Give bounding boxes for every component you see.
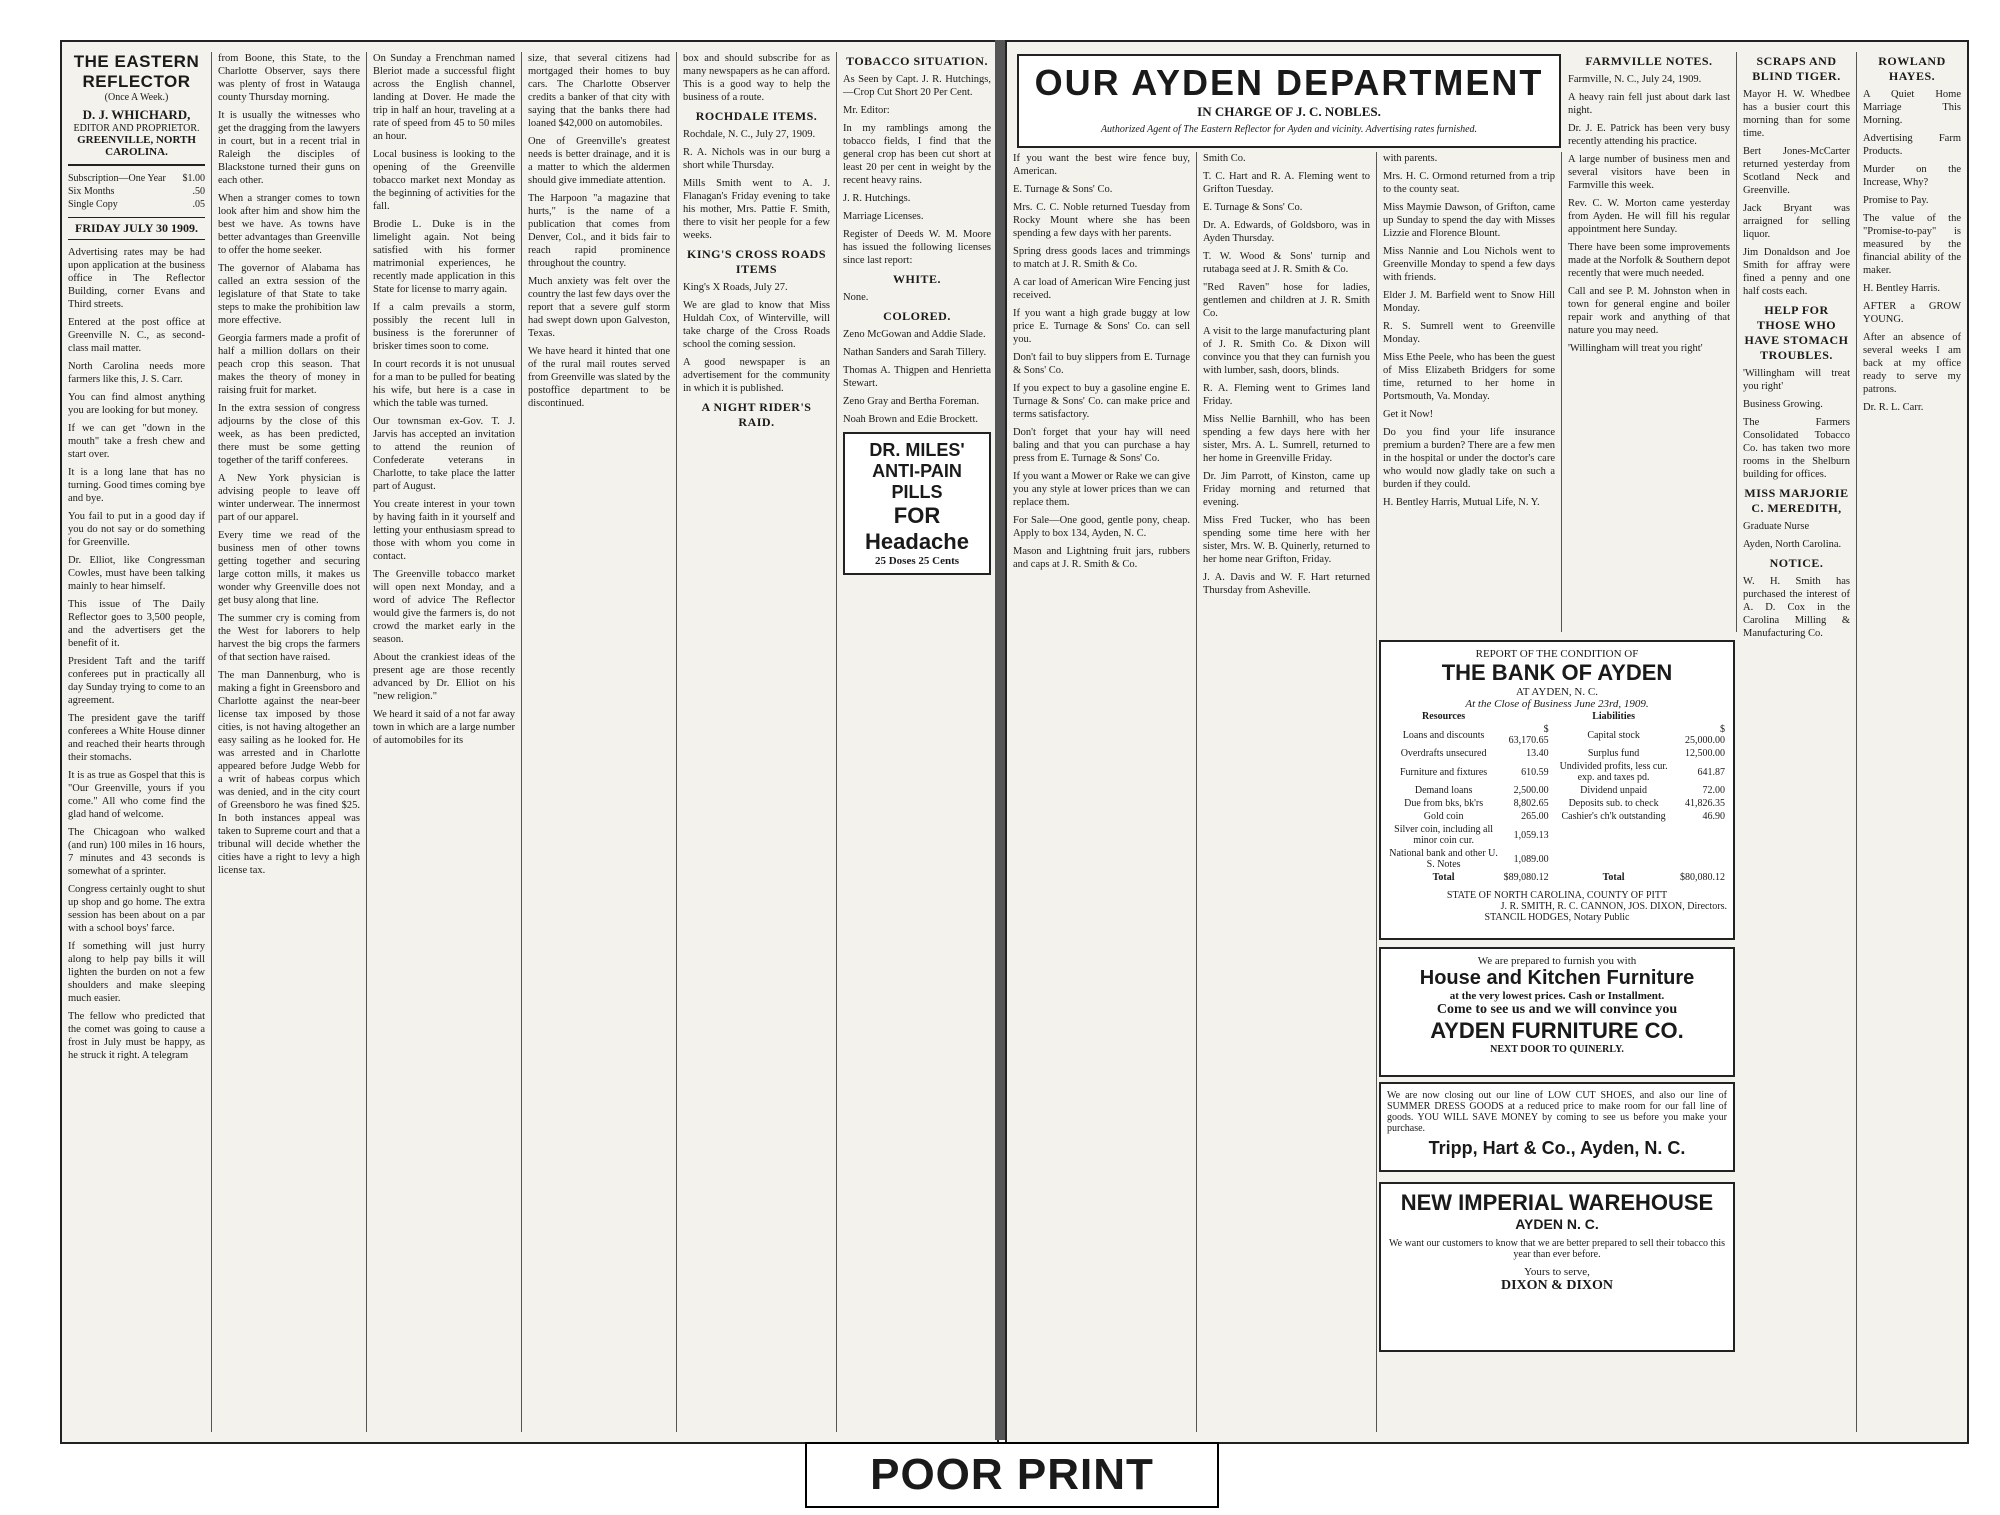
warehouse-ad-title: NEW IMPERIAL WAREHOUSE xyxy=(1400,1190,1714,1215)
column-2 xyxy=(212,52,367,1432)
article-paragraph: E. Turnage & Sons' Co. xyxy=(1203,202,1303,213)
ayden-column-2 xyxy=(1197,152,1377,1432)
left-newspaper-page xyxy=(60,40,999,1444)
department-title: OUR AYDEN DEPARTMENT xyxy=(1034,62,1544,103)
article-paragraph: Georgia farmers made a profit of half a million dollars on their peach crop this season. That makes the theory of money in raising fruit for market. xyxy=(218,333,360,396)
article-paragraph: R. A. Nichols was in our burg a short while Thursday. xyxy=(683,147,830,171)
bank-amount: 46.90 xyxy=(1702,811,1725,822)
bank-item: Furniture and fixtures xyxy=(1400,766,1488,778)
article-paragraph: H. Bentley Harris, Mutual Life, N. Y. xyxy=(1383,497,1540,508)
bank-place: AT AYDEN, N. C. xyxy=(1516,686,1598,698)
article-paragraph: T. C. Hart and R. A. Fleming went to Grifton Tuesday. xyxy=(1203,171,1370,195)
article-paragraph: A heavy rain fell just about dark last night. xyxy=(1568,92,1730,116)
article-paragraph: A large number of business men and several visitors have been in Farmville this week. xyxy=(1568,154,1730,191)
pill-ad-for: FOR Headache xyxy=(865,503,969,554)
liabilities-header: Liabilities xyxy=(1592,711,1635,722)
article-paragraph: We are glad to know that Miss Huldah Cox, of Winterville, will take charge of the Cross Roads school the coming session. xyxy=(683,300,830,350)
total-liabilities: $80,080.12 xyxy=(1680,872,1725,883)
article-paragraph: Promise to Pay. xyxy=(1863,195,1929,206)
article-paragraph: The Farmers Consolidated Tobacco Co. has taken two more rooms in the Shelburn building for offices. xyxy=(1743,417,1850,480)
bank-item: Undivided profits, less cur. exp. and taxes pd. xyxy=(1559,761,1668,783)
masthead xyxy=(68,52,205,166)
article-paragraph: T. W. Wood & Sons' turnip and rutabaga seed at J. R. Smith & Co. xyxy=(1203,251,1370,275)
article-paragraph: The governor of Alabama has called an extra session of the legislature of that State to take steps to make the prohibition law more effective. xyxy=(218,263,360,326)
article-paragraph: Bert Jones-McCarter returned yesterday from Scotland Neck and Greenville. xyxy=(1743,146,1850,196)
pill-ad-brand: DR. MILES' ANTI-PAIN PILLS xyxy=(869,440,965,502)
column-4 xyxy=(522,52,677,1432)
warehouse-ad-text: We want our customers to know that we are better prepared to sell their tobacco this year than ever before. xyxy=(1388,1238,1726,1260)
bank-date: At the Close of Business June 23rd, 1909. xyxy=(1465,698,1649,710)
column-text xyxy=(218,52,360,877)
rate-row: Single Copy .05 xyxy=(68,199,205,210)
bank-amount: 1,059.13 xyxy=(1513,829,1549,841)
article-paragraph: A good newspaper is an advertisement for the community in which it is published. xyxy=(683,357,830,394)
farmville-column xyxy=(1562,52,1737,632)
article-paragraph: On Sunday a Frenchman named Bleriot made a successful flight across the English channel, landing at Dover. He made the trip in half an hour, traveling at a rate of speed from 45 to 50 miles an hour. xyxy=(373,53,515,142)
furniture-ad-pre: We are prepared to furnish you with xyxy=(1477,955,1637,967)
subscription-rates xyxy=(68,172,205,211)
article-paragraph: Miss Nellie Barnhill, who has been spending a few days here with her sister, Mrs. A. L. Sumrell, returned to her home in Greenville Friday. xyxy=(1203,414,1370,464)
issue-dateline: FRIDAY JULY 30 1909. xyxy=(68,217,205,240)
masthead-role: EDITOR AND PROPRIETOR. xyxy=(73,123,200,134)
pill-ad-price: 25 Doses 25 Cents xyxy=(874,555,960,567)
bank-title: THE BANK OF AYDEN xyxy=(1441,660,1673,685)
bank-amount: $ 63,170.65 xyxy=(1508,724,1549,746)
article-paragraph: Miss Fred Tucker, who has been spending some time here with her sister, Mrs. W. B. Quinerly, returned to her home near Grifton, Friday. xyxy=(1203,515,1370,565)
bank-title-pre: REPORT OF THE CONDITION OF xyxy=(1475,648,1639,660)
article-paragraph: Much anxiety was felt over the country the last few days over the report that a severe gulf storm had swept down upon Galveston, Texas. xyxy=(528,276,670,339)
article-paragraph: North Carolina needs more farmers like this, J. S. Carr. xyxy=(68,361,205,385)
article-heading: KING'S CROSS ROADS ITEMS xyxy=(686,247,827,276)
article-paragraph: If you expect to buy a gasoline engine E. Turnage & Sons' Co. can make price and terms satisfactory. xyxy=(1013,383,1190,420)
bank-item: Loans and discounts xyxy=(1402,729,1485,741)
article-paragraph: Call and see P. M. Johnston when in town for general engine and boiler repair work and anything of that nature you may need. xyxy=(1568,286,1730,336)
bank-amount: 12,500.00 xyxy=(1685,748,1725,759)
bank-amount: 2,500.00 xyxy=(1513,785,1549,796)
article-paragraph: Our townsman ex-Gov. T. J. Jarvis has accepted an invitation to attend the reunion of Confederate veterans in Charlotte, to take place the latter part of August. xyxy=(373,416,515,492)
bank-amount: 8,802.65 xyxy=(1513,798,1549,809)
bank-item: Capital stock xyxy=(1587,729,1640,741)
column-6 xyxy=(837,52,997,1432)
article-paragraph: About the crankiest ideas of the present age are those recently advanced by Dr. Elliot on his "new religion." xyxy=(373,652,515,702)
article-paragraph: As Seen by Capt. J. R. Hutchings,—Crop Cut Short 20 Per Cent. xyxy=(843,74,991,98)
article-paragraph: None. xyxy=(843,292,869,303)
bank-item: Cashier's ch'k outstanding xyxy=(1561,811,1666,822)
article-paragraph: Brodie L. Duke is in the limelight again. Not being satisfied with his former matrimonial experiences, he recently made application in this State for license to marry again. xyxy=(373,219,515,295)
article-paragraph: Dr. Jim Parrott, of Kinston, came up Friday morning and returned that evening. xyxy=(1203,471,1370,508)
article-heading: TOBACCO SITUATION. xyxy=(846,54,988,68)
article-paragraph: Jack Bryant was arraigned for selling liquor. xyxy=(1743,203,1850,240)
article-paragraph: The value of the "Promise-to-pay" is measured by the financial ability of the maker. xyxy=(1863,213,1961,276)
article-paragraph: Mrs. C. C. Noble returned Tuesday from Rocky Mount where she has been spending a few days with her parents. xyxy=(1013,202,1190,239)
article-paragraph: We have heard it hinted that one of the rural mail routes served from Greenville was slated by the postoffice department to be discontinued. xyxy=(528,346,670,409)
article-paragraph: R. S. Sumrell went to Greenville Monday. xyxy=(1383,321,1555,345)
article-paragraph: A Quiet Home Marriage This Morning. xyxy=(1863,89,1961,126)
article-paragraph: AFTER a GROW YOUNG. xyxy=(1863,301,1961,325)
article-paragraph: The Greenville tobacco market will open next Monday, and a word of advice The Reflector would give the farmers is, do not crowd the market early in the season. xyxy=(373,569,515,645)
article-paragraph: Elder J. M. Barfield went to Snow Hill Monday. xyxy=(1383,290,1555,314)
article-paragraph: "Red Raven" hose for ladies, gentlemen and children at J. R. Smith Co. xyxy=(1203,282,1370,319)
article-paragraph: J. R. Hutchings. xyxy=(843,193,911,204)
article-paragraph: After an absence of several weeks I am back at my office ready to serve my patrons. xyxy=(1863,332,1961,395)
bank-item: Silver coin, including all minor coin cur. xyxy=(1394,824,1494,846)
article-paragraph: King's X Roads, July 27. xyxy=(683,282,788,293)
article-paragraph: A New York physician is advising people to leave off winter underwear. The innermost part of our apparel. xyxy=(218,473,360,523)
article-paragraph: Get it Now! xyxy=(1383,409,1434,420)
article-heading: SCRAPS AND BLIND TIGER. xyxy=(1752,54,1841,83)
article-paragraph: You fail to put in a good day if you do not say or do something for Greenville. xyxy=(68,511,205,548)
page-gutter xyxy=(995,40,1005,1440)
article-paragraph: R. A. Fleming went to Grimes land Friday. xyxy=(1203,383,1370,407)
bank-item: Gold coin xyxy=(1423,811,1464,822)
bank-amount: 41,826.35 xyxy=(1685,798,1725,809)
ayden-department-header xyxy=(1017,54,1561,148)
poor-print-stamp: POOR PRINT xyxy=(805,1442,1219,1508)
article-paragraph: In my ramblings among the tobacco fields, I find that the general crop has been cut short at least 20 per cent in weight by the recent heavy rains. xyxy=(843,123,991,186)
article-paragraph: E. Turnage & Sons' Co. xyxy=(1013,184,1113,195)
article-paragraph: The summer cry is coming from the West for laborers to help harvest the big crops the farmers of that section have raised. xyxy=(218,613,360,663)
rowland-column xyxy=(1857,52,1967,1432)
article-paragraph: Every time we read of the business men of other towns getting together and securing large cotton mills, it makes us wonder why Greenville does not get busy along that line. xyxy=(218,530,360,606)
article-paragraph: 'Willingham will treat you right' xyxy=(1568,343,1703,354)
article-paragraph: Marriage Licenses. xyxy=(843,211,924,222)
warehouse-ad-place: AYDEN N. C. xyxy=(1515,1216,1599,1232)
masthead-editor: D. J. WHICHARD, xyxy=(82,107,191,122)
article-paragraph: Smith Co. xyxy=(1203,153,1246,164)
column-text xyxy=(1383,152,1555,509)
article-paragraph: It is a long lane that has no turning. Good times coming bye and bye. xyxy=(68,467,205,504)
right-newspaper-page xyxy=(1005,40,1969,1444)
article-paragraph: Business Growing. xyxy=(1743,399,1823,410)
bank-item: Due from bks, bk'rs xyxy=(1404,798,1484,809)
article-heading: FARMVILLE NOTES. xyxy=(1585,54,1713,68)
rate-row: Six Months .50 xyxy=(68,186,205,197)
article-heading: NOTICE. xyxy=(1769,556,1824,570)
article-paragraph: The Chicagoan who walked (and run) 100 miles in 16 hours, 7 minutes and 43 seconds is somewhat of a sprinter. xyxy=(68,827,205,877)
article-paragraph: H. Bentley Harris. xyxy=(1863,283,1940,294)
article-paragraph: Don't fail to buy slippers from E. Turnage & Sons' Co. xyxy=(1013,352,1190,376)
bank-amount xyxy=(1677,847,1727,871)
furniture-ad-title: House and Kitchen Furniture xyxy=(1419,967,1695,989)
furniture-ad-name: AYDEN FURNITURE CO. xyxy=(1430,1018,1684,1043)
article-paragraph: The fellow who predicted that the comet was going to cause a frost in July must be happy, as he struck it right. A telegram xyxy=(68,1011,205,1061)
article-paragraph: There have been some improvements made at the Norfolk & Southern depot recently that were much needed. xyxy=(1568,242,1730,279)
article-paragraph: Mason and Lightning fruit jars, rubbers and caps at J. R. Smith & Co. xyxy=(1013,546,1190,570)
bank-amount: 610.59 xyxy=(1521,766,1549,778)
article-paragraph: In the extra session of congress adjourns by the close of this week, as has been predicted, there must be some getting together of the tariff conferees. xyxy=(218,403,360,466)
article-paragraph: Do you find your life insurance premium a burden? There are a few men in the hospital or under the doctor's care who would now gladly take on such a burden if they could. xyxy=(1383,427,1555,490)
resources-header: Resources xyxy=(1422,711,1466,722)
article-paragraph: Dr. J. E. Patrick has been very busy recently attending his practice. xyxy=(1568,123,1730,147)
bank-item: Surplus fund xyxy=(1587,748,1640,759)
department-agent: Authorized Agent of The Eastern Reflector for Ayden and vicinity. Advertising rates furnished. xyxy=(1100,124,1478,135)
column-text xyxy=(1013,152,1190,571)
article-paragraph: box and should subscribe for as many newspapers as he can afford. This is a good way to help the business of a route. xyxy=(683,53,830,103)
article-paragraph: We heard it said of a not far away town in which are a large number of automobiles for its xyxy=(373,709,515,746)
article-paragraph: Local business is looking to the opening of the Greenville tobacco market next Monday as the beginning of activities for the fall. xyxy=(373,149,515,212)
bank-item xyxy=(1551,823,1677,847)
column-text xyxy=(68,246,205,1062)
article-paragraph: Don't forget that your hay will need baling and that you can purchase a hay press from E. Turnage & Sons' Co. xyxy=(1013,427,1190,464)
article-heading: MISS MARJORIE C. MEREDITH, xyxy=(1744,486,1849,515)
article-paragraph: President Taft and the tariff conferees put in practically all day Sunday trying to come to an agreement. xyxy=(68,656,205,706)
article-paragraph: If you want a Mower or Rake we can give you any style at lower prices than we can replace them. xyxy=(1013,471,1190,508)
article-paragraph: Zeno Gray and Bertha Foreman. xyxy=(843,396,980,407)
article-paragraph: Jim Donaldson and Joe Smith for affray were fined a penny and one half costs each. xyxy=(1743,247,1850,297)
article-paragraph: Mills Smith went to A. J. Flanagan's Friday evening to take his mother, Mrs. Pattie F. Smith, there to visit her people for a few weeks. xyxy=(683,178,830,241)
bank-item: Deposits sub. to check xyxy=(1568,798,1659,809)
article-paragraph: It is as true as Gospel that this is "Our Greenville, yours if you come." All who come find the glad hand of welcome. xyxy=(68,770,205,820)
bank-item: Overdrafts unsecured xyxy=(1400,748,1487,759)
article-paragraph: Thomas A. Thigpen and Henrietta Stewart. xyxy=(843,365,991,389)
column-3 xyxy=(367,52,522,1432)
column-text xyxy=(1743,54,1850,640)
article-paragraph: Dr. R. L. Carr. xyxy=(1863,402,1924,413)
masthead-title: THE EASTERN REFLECTOR xyxy=(73,52,200,91)
article-paragraph: Dr. A. Edwards, of Goldsboro, was in Ayden Thursday. xyxy=(1203,220,1370,244)
anti-pain-pills-ad xyxy=(843,432,991,575)
bank-item: Dividend unpaid xyxy=(1580,785,1648,796)
shoes-ad-name: Tripp, Hart & Co., Ayden, N. C. xyxy=(1428,1138,1686,1158)
bank-row xyxy=(1387,760,1727,784)
bank-amount: 72.00 xyxy=(1702,785,1725,796)
article-paragraph: Register of Deeds W. M. Moore has issued the following licenses since last report: xyxy=(843,229,991,266)
bank-row xyxy=(1387,723,1727,747)
article-heading: ROCHDALE ITEMS. xyxy=(695,109,818,123)
warehouse-ad-closing: Yours to serve, xyxy=(1524,1266,1590,1278)
bank-signers: J. R. SMITH, R. C. CANNON, JOS. DIXON, Directors. xyxy=(1500,901,1727,912)
article-paragraph: Noah Brown and Edie Brockett. xyxy=(843,414,979,425)
article-paragraph: Graduate Nurse xyxy=(1743,521,1810,532)
article-paragraph: If you want a high grade buggy at low price E. Turnage & Sons' Co. can sell you. xyxy=(1013,308,1190,345)
warehouse-ad-name: DIXON & DIXON xyxy=(1501,1278,1613,1293)
article-paragraph: with parents. xyxy=(1383,153,1438,164)
furniture-ad-sub: at the very lowest prices. Cash or Installment. xyxy=(1449,990,1665,1002)
bank-row xyxy=(1387,823,1727,847)
column-5 xyxy=(677,52,837,1432)
bank-item: Demand loans xyxy=(1414,785,1473,796)
article-paragraph: In court records it is not unusual for a man to be pulled for beating his wife, but here is a case in which the table was turned. xyxy=(373,359,515,409)
article-paragraph: J. A. Davis and W. F. Hart returned Thursday from Asheville. xyxy=(1203,572,1370,596)
article-paragraph: The Harpoon "a magazine that hurts," is the name of a publication that comes from Denver, Col., and it bids fair to reach rapid prominence throughout the country. xyxy=(528,193,670,269)
article-paragraph: Rochdale, N. C., July 27, 1909. xyxy=(683,129,816,140)
column-text xyxy=(1863,54,1961,414)
department-charge: IN CHARGE OF J. C. NOBLES. xyxy=(1197,104,1381,119)
furniture-ad-call: Come to see us and we will convince you xyxy=(1436,1002,1678,1017)
shoes-ad-text: We are now closing out our line of LOW CUT SHOES, and also our line of SUMMER DRESS GOODS at a reduced price to make room for our fall line of goods. YOU WILL SAVE MONEY by coming to see us before you make your purchase. xyxy=(1387,1090,1727,1134)
article-paragraph: Dr. Elliot, like Congressman Cowles, must have been talking mainly to hear himself. xyxy=(68,555,205,592)
article-paragraph: size, that several citizens had mortgaged their homes to buy cars. The Charlotte Observer credits a banker of that city with saying that the banks there had loaned $42,000 on automobiles. xyxy=(528,53,670,129)
article-paragraph: The man Dannenburg, who is making a fight in Greensboro and Charlotte against the near-beer license tax imposed by those cities, is not having altogether an easy sailing as he looked for. He was arrested and in Charlotte appeared before Judge Webb for a writ of habeas corpus which was denied, and in the city court of Greensboro he was fined $25. In both instances appeal was taken to Supreme court and that a tribunal will decide whether the cities have a right to levy a high license tax. xyxy=(218,670,360,876)
scraps-column xyxy=(1737,52,1857,1432)
article-paragraph: One of Greenville's greatest needs is better drainage, and it is a matter to which the aldermen should give immediate attention. xyxy=(528,136,670,186)
article-paragraph: You create interest in your town by having faith in it yourself and letting your enthusiasm spread to those with whom you come in contact. xyxy=(373,499,515,562)
article-paragraph: Rev. C. W. Morton came yesterday from Ayden. He will fill his regular appointment here Sunday. xyxy=(1568,198,1730,235)
article-paragraph: You can find almost anything you are looking for but money. xyxy=(68,392,205,416)
bank-item xyxy=(1551,847,1677,871)
bank-row xyxy=(1387,784,1727,797)
bank-amount: 265.00 xyxy=(1521,811,1549,822)
article-paragraph: For Sale—One good, gentle pony, cheap. Apply to box 134, Ayden, N. C. xyxy=(1013,515,1190,539)
article-paragraph: Miss Nannie and Lou Nichols went to Greenville Monday to spend a few days with friends. xyxy=(1383,246,1555,283)
warehouse-ad xyxy=(1379,1182,1735,1352)
article-paragraph: If we can get "down in the mouth" take a fresh chew and start over. xyxy=(68,423,205,460)
bank-row xyxy=(1387,747,1727,760)
article-heading: A NIGHT RIDER'S RAID. xyxy=(701,400,812,429)
rate-row: Subscription—One Year $1.00 xyxy=(68,173,205,184)
ayden-column-3 xyxy=(1377,152,1562,632)
article-paragraph: A car load of American Wire Fencing just received. xyxy=(1013,277,1190,301)
column-text xyxy=(373,52,515,747)
article-paragraph: It is usually the witnesses who get the dragging from the lawyers in court, but in a recent trial in Raleigh the disciples of Blackstone turned their guns on each other. xyxy=(218,110,360,186)
bank-amount: 1,089.00 xyxy=(1513,853,1549,865)
article-paragraph: 'Willingham will treat you right' xyxy=(1743,368,1850,392)
bank-amount: 641.87 xyxy=(1697,766,1725,778)
bank-amount: 13.40 xyxy=(1526,748,1549,759)
article-paragraph: Congress certainly ought to shut up shop and go home. The extra session has been about on a par with a school boys' farce. xyxy=(68,884,205,934)
masthead-location: GREENVILLE, NORTH CAROLINA. xyxy=(77,134,196,158)
bank-table: Resources Liabilities Loans and discounts $ 63,170.65 Capital stock $ 25,000.00 Overdrafts unsecured 13.40 Surplus fund 12,500.00 Furniture and fixtures 610.59 Undivided profits, less cur. exp. and taxes pd. 641.87 Demand loans 2,500.00 Dividend unpaid 72.00 Due from bks, bk'rs 8,802.65 Deposits sub. to check 41,826.35 Gold coin 265.00 Cashier's ch'k outstanding 46.90 Silver coin, including all minor coin cur. 1,059.13 National bank and other U. S. Notes 1,089.00 Total $89,080.12 Total $80,080.12 xyxy=(1387,710,1727,884)
article-paragraph: When a stranger comes to town look after him and show him the best we have. As towns have better advantages than Greenville to offer the home seeker. xyxy=(218,193,360,256)
article-paragraph: Miss Ethe Peele, who has been the guest of Miss Elizabeth Bridgers for some time, returned to her home in Portsmouth, Va. Monday. xyxy=(1383,352,1555,402)
column-text xyxy=(683,52,830,430)
bank-attest: STATE OF NORTH CAROLINA, COUNTY OF PITT xyxy=(1446,890,1668,901)
article-paragraph: Zeno McGowan and Addie Slade. xyxy=(843,329,986,340)
bank-row xyxy=(1387,810,1727,823)
bank-row xyxy=(1387,797,1727,810)
article-heading: WHITE. xyxy=(892,272,941,286)
column-text xyxy=(528,52,670,410)
article-paragraph: A visit to the large manufacturing plant of J. R. Smith Co. & Dixon will convince you that they can furnish you with lumber, sash, doors, blinds. xyxy=(1203,326,1370,376)
article-heading: COLORED. xyxy=(883,309,951,323)
article-paragraph: Spring dress goods laces and trimmings to match at J. R. Smith & Co. xyxy=(1013,246,1190,270)
article-paragraph: If you want the best wire fence buy, American. xyxy=(1013,153,1190,177)
bank-notary: STANCIL HODGES, Notary Public xyxy=(1484,912,1630,923)
ayden-column-1 xyxy=(1007,152,1197,1432)
furniture-ad-where: NEXT DOOR TO QUINERLY. xyxy=(1490,1044,1624,1055)
bank-report xyxy=(1379,640,1735,940)
article-heading: ROWLAND HAYES. xyxy=(1878,54,1946,83)
article-paragraph: If a calm prevails a storm, possibly the recent lull in business is the forerunner of brisker times soon to come. xyxy=(373,302,515,352)
article-paragraph: W. H. Smith has purchased the interest of A. D. Cox in the Carolina Milling & Manufacturing Co. xyxy=(1743,576,1850,639)
article-paragraph: Farmville, N. C., July 24, 1909. xyxy=(1568,74,1702,85)
column-text xyxy=(843,54,991,426)
column-text xyxy=(1568,54,1730,355)
column-1 xyxy=(62,52,212,1432)
bank-amount xyxy=(1677,823,1727,847)
masthead-frequency: (Once A Week.) xyxy=(104,92,169,103)
article-paragraph: Murder on the Increase, Why? xyxy=(1863,164,1961,188)
article-heading: HELP FOR THOSE WHO HAVE STOMACH TROUBLES. xyxy=(1744,303,1849,362)
article-paragraph: from Boone, this State, to the Charlotte Observer, says there was plenty of frost in Watauga county Thursday morning. xyxy=(218,53,360,103)
article-paragraph: Advertising Farm Products. xyxy=(1863,133,1961,157)
article-paragraph: Mayor H. W. Whedbee has a busier court this morning than for some time. xyxy=(1743,89,1850,139)
furniture-ad xyxy=(1379,947,1735,1077)
article-paragraph: If something will just hurry along to help pay bills it will lighten the burden on not a few shoulders and make sleeping much easier. xyxy=(68,941,205,1004)
article-paragraph: Ayden, North Carolina. xyxy=(1743,539,1842,550)
total-resources: $89,080.12 xyxy=(1503,872,1549,883)
bank-item: National bank and other U. S. Notes xyxy=(1389,848,1498,870)
article-paragraph: Miss Maymie Dawson, of Grifton, came up Sunday to spend the day with Misses Lizzie and Florence Blount. xyxy=(1383,202,1555,239)
article-paragraph: Mr. Editor: xyxy=(843,105,890,116)
bank-amount: $ 25,000.00 xyxy=(1685,724,1725,746)
shoes-ad xyxy=(1379,1082,1735,1172)
article-paragraph: Entered at the post office at Greenville N. C., as second-class mail matter. xyxy=(68,317,205,354)
article-paragraph: Advertising rates may be had upon application at the business office in The Reflector Building, corner Evans and Third streets. xyxy=(68,247,205,310)
article-paragraph: The president gave the tariff conferees a White House dinner and reached their hearts through their stomachs. xyxy=(68,713,205,763)
article-paragraph: This issue of The Daily Reflector goes to 3,500 people, and the advertisers get the benefit of it. xyxy=(68,599,205,649)
bank-row xyxy=(1387,847,1727,871)
article-paragraph: Nathan Sanders and Sarah Tillery. xyxy=(843,347,987,358)
article-paragraph: Mrs. H. C. Ormond returned from a trip to the county seat. xyxy=(1383,171,1555,195)
column-text xyxy=(1203,152,1370,597)
